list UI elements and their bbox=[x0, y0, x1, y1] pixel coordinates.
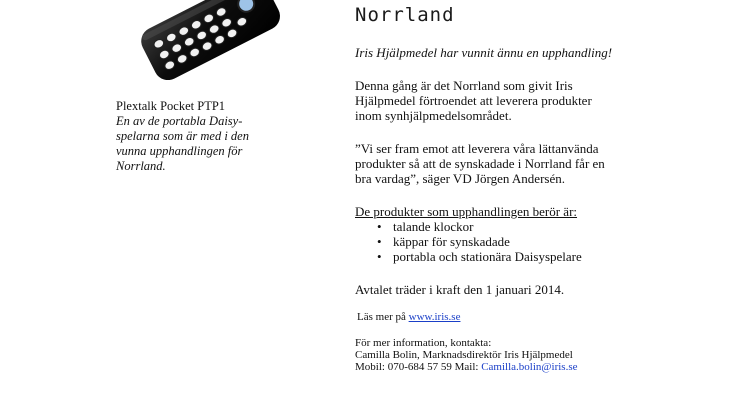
quote-line: bra vardag”, säger VD Jörgen Andersén. bbox=[355, 171, 565, 186]
agreement-text: Avtalet träder i kraft den 1 januari 2014. bbox=[355, 282, 565, 297]
list-item: • portabla och stationära Daisyspelare bbox=[377, 249, 665, 264]
contact-name: Camilla Bolin, Marknadsdirektör Iris Hjälpmedel bbox=[355, 349, 573, 361]
read-more-line bbox=[355, 311, 665, 323]
list-item: • käppar för synskadade bbox=[377, 234, 665, 249]
caption-line: Norrland. bbox=[116, 159, 166, 173]
email-link[interactable]: Camilla.bolin@iris.se bbox=[481, 361, 578, 373]
caption-title: Plextalk Pocket PTP1 bbox=[116, 99, 226, 113]
read-more-prefix: Läs mer på bbox=[357, 311, 406, 323]
list-title: De produkter som upphandlingen berör är: bbox=[355, 204, 578, 219]
website-link[interactable]: www.iris.se bbox=[408, 311, 461, 323]
list-item: • talande klockor bbox=[377, 219, 665, 234]
intro-line: Denna gång är det Norrland som givit Iris bbox=[355, 78, 573, 93]
contact-line bbox=[355, 361, 665, 373]
caption-line: En av de portabla Daisy- bbox=[116, 114, 243, 128]
quote-line: ”Vi ser fram emot att leverera våra lättanvända bbox=[355, 141, 599, 156]
caption-line: spelarna som är med i den bbox=[116, 129, 249, 143]
lead-paragraph: Iris Hjälpmedel har vunnit ännu en upphandling! bbox=[355, 45, 613, 60]
contact-prefix: Mobil: 070-684 57 59 Mail: bbox=[355, 361, 479, 373]
remote-device-image bbox=[132, 0, 282, 80]
article-body bbox=[355, 45, 665, 373]
article-heading: Norrland bbox=[355, 4, 455, 26]
intro-line: inom synhjälpmedelsområdet. bbox=[355, 108, 512, 123]
intro-paragraph bbox=[355, 78, 665, 123]
caption-line: vunna upphandlingen för bbox=[116, 144, 243, 158]
contact-title: För mer information, kontakta: bbox=[355, 337, 492, 349]
image-caption bbox=[116, 99, 286, 174]
product-list bbox=[355, 219, 665, 264]
quote-paragraph bbox=[355, 141, 665, 186]
quote-line: produkter så att de synskadade i Norrland får en bbox=[355, 156, 605, 171]
contact-block bbox=[355, 337, 665, 373]
intro-line: Hjälpmedel förtroendet att leverera produkter bbox=[355, 93, 592, 108]
